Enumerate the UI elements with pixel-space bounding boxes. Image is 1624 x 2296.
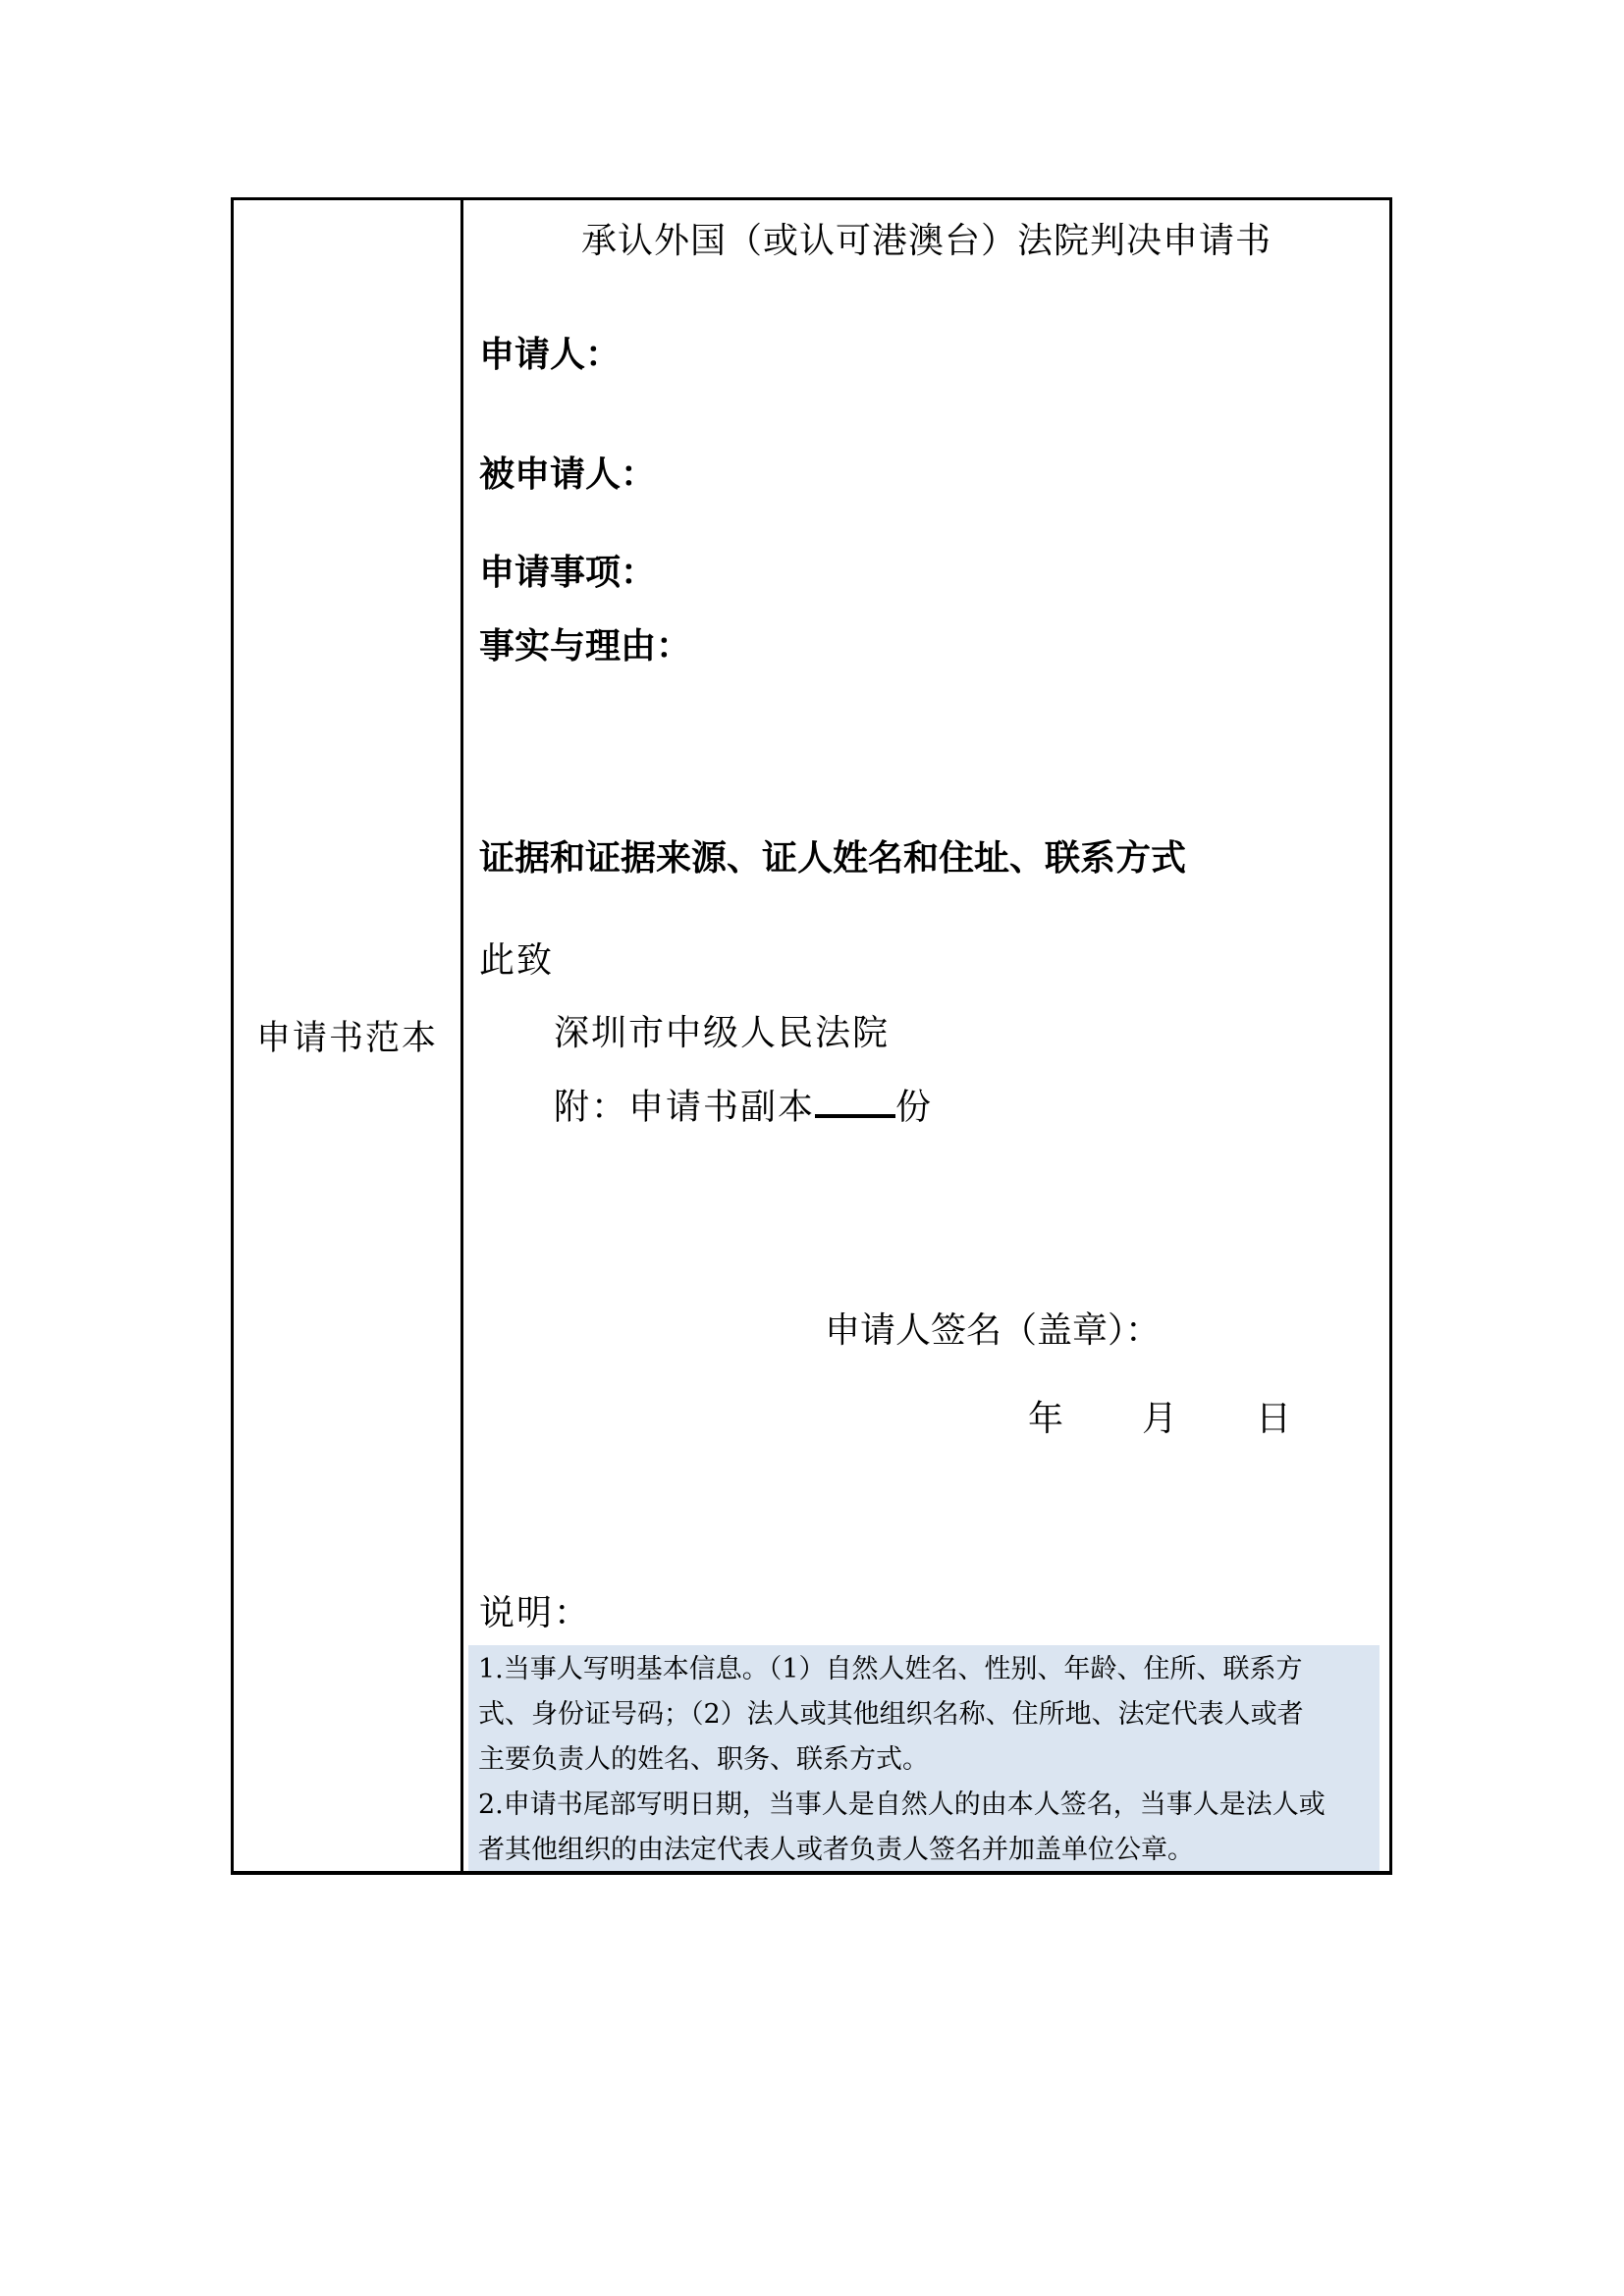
salutation: 此致 [479,940,555,981]
note-line: 者其他组织的由法定代表人或者负责人签名并加盖单位公章。 [478,1835,1194,1865]
note-line: 1.当事人写明基本信息。（1）自然人姓名、性别、年龄、住所、联系方 [478,1654,1303,1684]
application-matters-label: 申请事项： [479,552,657,593]
application-title: 承认外国（或认可港澳台）法院判决申请书 [580,221,1272,261]
evidence-label: 证据和证据来源、证人姓名和住址、联系方式 [479,837,1187,879]
note-line: 主要负责人的姓名、职务、联系方式。 [478,1744,929,1775]
notes-heading: 说明： [479,1593,592,1633]
copies-blank-field [815,1082,895,1118]
facts-reasons-label: 事实与理由： [479,625,692,667]
date-line [1028,1398,1291,1441]
applicant-label: 申请人： [479,334,622,375]
attachment-prefix: 附：申请书副本 [554,1087,816,1128]
attachment-line [554,1082,933,1129]
application-body-cell [463,200,1389,1871]
date-day-label: 日 [1256,1399,1292,1439]
date-year-label: 年 [1028,1399,1064,1439]
note-line: 式、身份证号码；（2）法人或其他组织名称、住所地、法定代表人或者 [478,1699,1304,1730]
document-table [231,197,1392,1875]
notes-highlight [468,1645,1380,1871]
court-name: 深圳市中级人民法院 [554,1013,891,1053]
respondent-label: 被申请人： [479,454,657,495]
signature-label: 申请人签名（盖章）： [825,1310,1162,1351]
note-line: 2.申请书尾部写明日期，当事人是自然人的由本人签名，当事人是法人或 [478,1789,1326,1820]
template-label: 申请书范本 [255,1019,438,1058]
date-month-label: 月 [1142,1399,1178,1439]
attachment-suffix: 份 [895,1087,934,1128]
template-label-cell [234,200,463,1871]
